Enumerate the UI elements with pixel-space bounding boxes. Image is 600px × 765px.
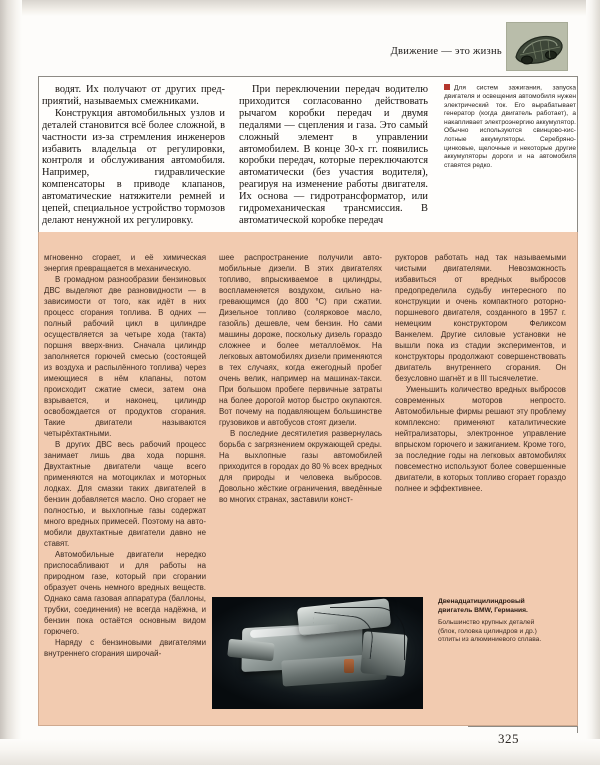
figure-caption bbox=[438, 598, 544, 645]
paragraph: рукторов работать над так называемыми чистыми двигателями. Невозможность избавиться от вредных выбросов предопределила судьбу интересного по конструкции и очень компактного роторно-поршневого двигателя, созданного в 1957 г. немецким конструктором Феликсом Ванкелем. Другие силовые установки не вышли пока из стадии экспериментов, и конструкторы продолжают совершенствовать двигатель внутреннего сгорания. Он безусловно шагнёт и в III тысячелетие. bbox=[395, 253, 566, 383]
folio-rule bbox=[468, 726, 578, 727]
figure-caption-title: Двенадцатицилиндровый двигатель BMW, Германия. bbox=[438, 598, 528, 614]
intro-sidebar-note bbox=[442, 84, 576, 229]
intro-column-1 bbox=[42, 84, 239, 229]
scan-edge-top bbox=[0, 0, 600, 16]
paragraph: водят. Их получают от других предприятий, называемых смежниками. bbox=[42, 84, 225, 107]
note-text bbox=[444, 84, 576, 170]
paragraph: Автомобильные двигатели нередко приспосабливают и для работы на природном газе, который при сгорании образует очень немного вредных веществ. Однако сама газовая аппаратура (баллоны, трубки, соединения) не всегда надёжна, и бензин пока остаётся основным видом горючего. bbox=[44, 550, 206, 636]
note-marker-icon bbox=[444, 84, 450, 90]
paragraph: В последние десятилетия развернулась борьба с загрязнением окружающей среды. На выхлопные газы автомобилей приходится в городах до 80 % всех вредных для природы и человека выбросов. Довольно жёсткие ограничения, введённые во многих странах, заставили конст- bbox=[219, 429, 382, 504]
figure-caption-body: Большинство крупных деталей (блок, головка цилиндров и др.) отлиты из алюминиевого сплава. bbox=[438, 619, 542, 644]
paragraph: мгновенно сгорает, и её химическая энергия превращается в механическую. bbox=[44, 253, 206, 273]
engine-photo bbox=[212, 597, 423, 709]
paragraph: Наряду с бензиновыми двигателями внутреннего сгорания широчай- bbox=[44, 638, 206, 658]
paragraph: В громадном разнообразии бензиновых ДВС выделяют две разновидности — в зависимости от того, как идёт в них процесс сгорания топлива. В одних — полный рабочий цикл в цилиндре осуществляется за четыре хода (такта) поршня вверх-вниз. Сначала цилиндр заполняется горючей смесью (состоящей из воздуха и распылённого топлива) через имеющиеся в нём клапаны, потом происходит сжатие смеси, затем она взрывается, и наконец, цилиндр освобождается от продуктов сгорания. Такие двигатели называются четырёхтактными. bbox=[44, 275, 206, 438]
scan-edge-right bbox=[586, 0, 600, 765]
exhaust-shape bbox=[227, 639, 275, 662]
page-number: 325 bbox=[498, 731, 519, 746]
paragraph: Конструкция автомобильных узлов и деталей становится всё более сложной, в частности из-за стремления инженеров избавить владельца от регулировки, контроля и обслуживания автомобиля. Например, гидравлические компенсаторы в приводе клапанов, автоматические натяжители ремней и цепей, специальное устройство тормозов делают ненужной их регулировку. bbox=[42, 107, 225, 226]
running-head-title: Движение — это жизнь bbox=[390, 46, 502, 57]
car-icon bbox=[506, 22, 568, 71]
note-body: Для систем зажигания, запуска двигателя и освещения автомобиля нужен электрический ток. Его вырабатывает генератор (когда двигатель работает), а накапливает электроэнергию аккумулятор. Обычно используются свинцово-кислотные аккумуляторы. Серебряно-цинковые, щелочные и некоторые другие аккумуляторы дороги и на автомобиля ставятся редко. bbox=[444, 84, 576, 169]
folio-edge-tick bbox=[577, 726, 578, 733]
paragraph: В других ДВС весь рабочий процесс занимает лишь два хода поршня. Двухтактные двигатели чаще всего применяются на мотоциклах и моторных лодках. Для смазки таких двигателей в бензин добавляется масло. Оно сгорает не полностью, и выхлопные газы содержат много вредных примесей. Поэтому на автомобили двухтактные двигатели давно не ставят. bbox=[44, 440, 206, 548]
running-head bbox=[22, 18, 578, 74]
paragraph: При переключении передач водителю приходится согласованно действовать рычагом коробки передач и двумя педалями — сцепления и газа. Это самый сложный элемент в управлении автомобилем. В конце 30-х гг. появились коробки передач, которые переключаются автоматически (без участия водителя), реагируя на изменение работы двигателя. Их основа — гидротрансформатор, или гидромеханическая трансмиссия. В автоматической коробке передач bbox=[239, 84, 428, 226]
bolt-shape bbox=[344, 659, 354, 673]
scan-edge-left bbox=[0, 0, 22, 765]
paragraph: шее распространение получили автомобильные дизели. В этих двигателях топливо, впрыскиваемое в цилиндры, воспламеняется воздухом, сильно нагревающимся (до 800 °C) при сжатии. Дизельное топливо (солярковое масло, газойль) дешевле, чем бензин. Но сами машины дороже, поскольку дизель гораздо сложнее и более металлоёмок. На легковых автомобилях дизели применяются в тех случаях, когда ежегодный пробег очень велик, например на машинах-такси. При большом пробеге первичные затраты на более дорогой мотор быстро окупаются. Вот почему на подавляющем большинстве грузовиков и автобусов стоят дизели. bbox=[219, 253, 382, 427]
main-column-1 bbox=[44, 252, 219, 659]
intro-column-2 bbox=[239, 84, 442, 229]
intro-columns bbox=[42, 84, 576, 229]
paragraph: Уменьшить количество вредных выбросов современных моторов непросто. Автомобильные фирмы решают эту проблему комплексно: применяют каталитические нейтрализаторы, электронное управление впрыском горючего и зажиганием. Кроме того, за последние годы на легковых автомобилях повсеместно используют более совершенные двигатели, в которых топливо сгорает гораздо полнее и эффективнее. bbox=[395, 385, 566, 493]
